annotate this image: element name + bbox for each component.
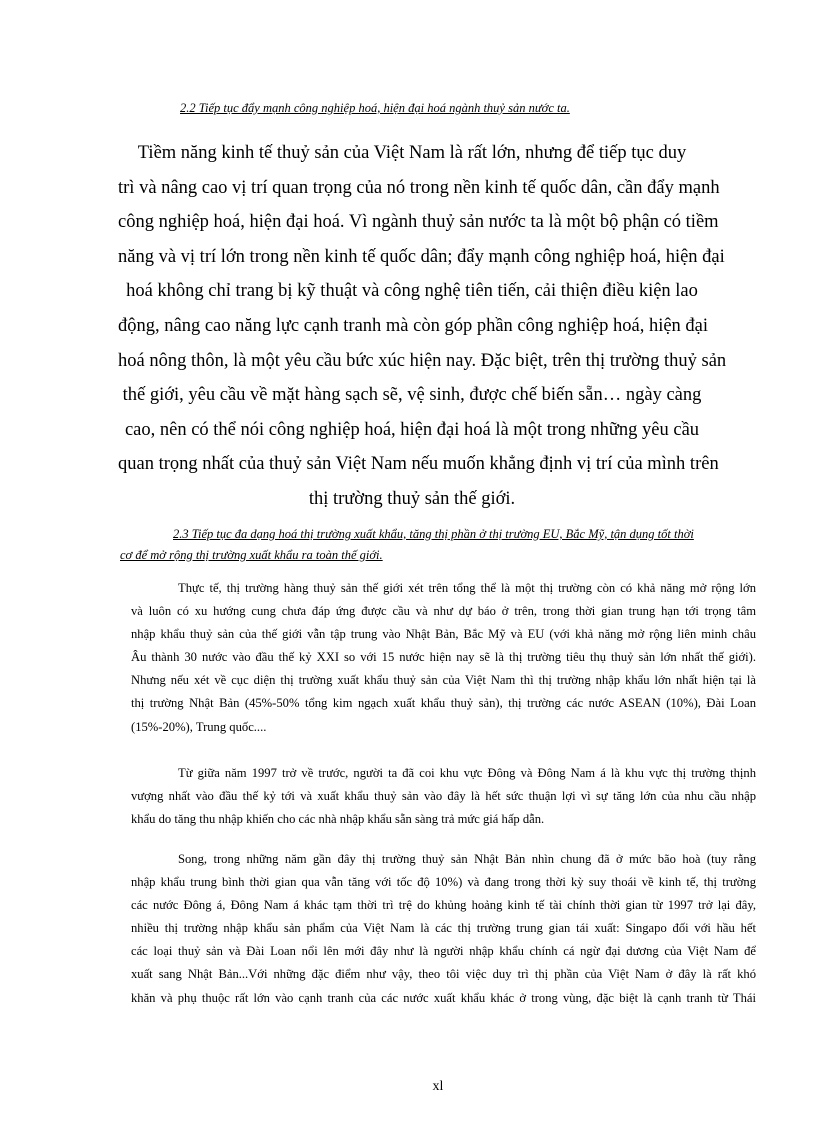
paragraph-line: Nhưng nếu xét về cục diện thị trường xuất khẩu thuỷ sản của Việt Nam thì thị trường nhập khẩu lớn nhất hiện tại là	[131, 673, 756, 688]
paragraph-line: Thực tế, thị trường hàng thuỷ sản thế giới xét trên tổng thể là một thị trường còn có khả năng mở rộng lớn	[178, 581, 756, 595]
paragraph-line: khăn và phụ thuộc rất lớn vào cạnh tranh của các nước xuất khẩu khác ở trong vùng, đặc biệt là cạnh tranh từ Thái	[131, 990, 756, 1005]
section-2-3-heading-line: cơ để mở rộng thị trường xuất khẩu ra toàn thế giới.	[120, 548, 383, 562]
paragraph-line: khẩu do tăng thu nhập khiến cho các nhà nhập khẩu sẵn sàng trả mức giá hấp dẫn.	[131, 812, 545, 827]
main-paragraph-line: công nghiệp hoá, hiện đại hoá. Vì ngành thuỷ sản nước ta là một bộ phận có tiềm	[118, 212, 719, 233]
section-2-3-heading	[120, 524, 755, 566]
paragraph-line: các nước Đông á, Đông Nam á khác tạm thời trì trệ do khủng hoảng kinh tế tài chính thời gian từ 1997 trở lại đây,	[131, 898, 756, 913]
page-footer	[0, 1079, 816, 1095]
paragraph-line: (15%-20%), Trung quốc....	[131, 719, 267, 734]
paragraph-line: vượng nhất vào đầu thế kỷ tới và xuất khẩu thuỷ sản vào đây là hết sức thuận lợi vì sự tăng lớn của nhu cầu nhập	[131, 789, 756, 804]
paragraph-line: và luôn có xu hướng cung chưa đáp ứng được cầu và như dự báo ở trên, trong thời gian trung hạn tới trọng tâm	[131, 604, 756, 619]
paragraph-2	[131, 762, 756, 831]
main-paragraph-line: động, nâng cao năng lực cạnh tranh mà còn góp phần công nghiệp hoá, hiện đại	[118, 315, 709, 336]
main-paragraph-line: hoá nông thôn, là một yêu cầu bức xúc hiện nay. Đặc biệt, trên thị trường thuỷ sản	[118, 350, 727, 371]
paragraph-line: các loại thuỷ sản và Đài Loan nổi lên mới đây như là người nhập khẩu chính cá ngừ đại dương của Việt Nam để	[131, 944, 756, 959]
main-paragraph-line: hoá không chỉ trang bị kỹ thuật và công nghệ tiên tiến, cải thiện điều kiện lao	[126, 281, 698, 302]
paragraph-line: Từ giữa năm 1997 trở về trước, người ta đã coi khu vực Đông và Đông Nam á là khu vực thị trường thịnh	[178, 766, 756, 780]
main-paragraph-line: năng và vị trí lớn trong nền kinh tế quốc dân; đẩy mạnh công nghiệp hoá, hiện đại	[118, 246, 725, 267]
paragraph-line: nhiều thị trường nhập khẩu sản phẩm của Việt Nam là các thị trường trung gian tái xuất: Singapo đối với hầu hết	[131, 921, 756, 936]
page-number: xl	[432, 1079, 444, 1094]
paragraph-3	[131, 848, 756, 1010]
section-2-2-heading: 2.2 Tiếp tục đẩy mạnh công nghiệp hoá, hiện đại hoá ngành thuỷ sản nước ta.	[180, 101, 570, 115]
main-paragraph-line: Tiềm năng kinh tế thuỷ sản của Việt Nam là rất lớn, nhưng để tiếp tục duy	[137, 143, 687, 163]
paragraph-line: nhập khẩu thuỷ sản của thế giới vẫn tập trung vào Nhật Bản, Bắc Mỹ và EU (với khả năng mở rộng liên minh châu	[131, 627, 756, 642]
main-paragraph-line: thế giới, yêu cầu về mặt hàng sạch sẽ, vệ sinh, được chế biến sẵn… ngày càng	[122, 385, 702, 406]
main-paragraph-line: thị trường thuỷ sản thế giới.	[308, 488, 516, 509]
paragraph-line: thị trường Nhật Bản (45%-50% tổng kim ngạch xuất khẩu thuỷ sản), thị trường các nước ASEAN (10%), Đài Loan	[131, 696, 756, 711]
main-paragraph-line: trì và nâng cao vị trí quan trọng của nó trong nền kinh tế quốc dân, cần đẩy mạnh	[118, 177, 720, 198]
paragraph-line: Âu thành 30 nước vào đầu thế kỷ XXI so với 15 nước hiện nay sẽ là thị trường tiêu thụ thuỷ sản lớn nhất thế giới).	[131, 650, 756, 665]
main-paragraph	[118, 136, 727, 517]
section-2-3-heading-line: 2.3 Tiếp tục đa dạng hoá thị trường xuất khẩu, tăng thị phần ở thị trường EU, Bắc Mỹ, tận dụng tốt thời	[173, 527, 694, 541]
main-paragraph-line: cao, nên có thể nói công nghiệp hoá, hiện đại hoá là một trong những yêu cầu	[124, 419, 700, 440]
paragraph-line: Song, trong những năm gần đây thị trường thuỷ sản Nhật Bản nhìn chung đã ở mức bão hoà (tuy rằng	[178, 852, 756, 866]
paragraph-line: xuất sang Nhật Bản...Với những đặc điểm như vậy, theo tôi việc duy trì thị phần của Việt Nam ở đây là rất khó	[131, 967, 756, 982]
paragraph-1	[131, 577, 756, 739]
main-paragraph-line: quan trọng nhất của thuỷ sản Việt Nam nếu muốn khẳng định vị trí của mình trên	[118, 454, 719, 475]
paragraph-line: nhập khẩu trung bình thời gian qua vẫn tăng với tốc độ 10%) và đang trong thời kỳ suy thoái về kinh tế, thị trường	[131, 875, 756, 890]
